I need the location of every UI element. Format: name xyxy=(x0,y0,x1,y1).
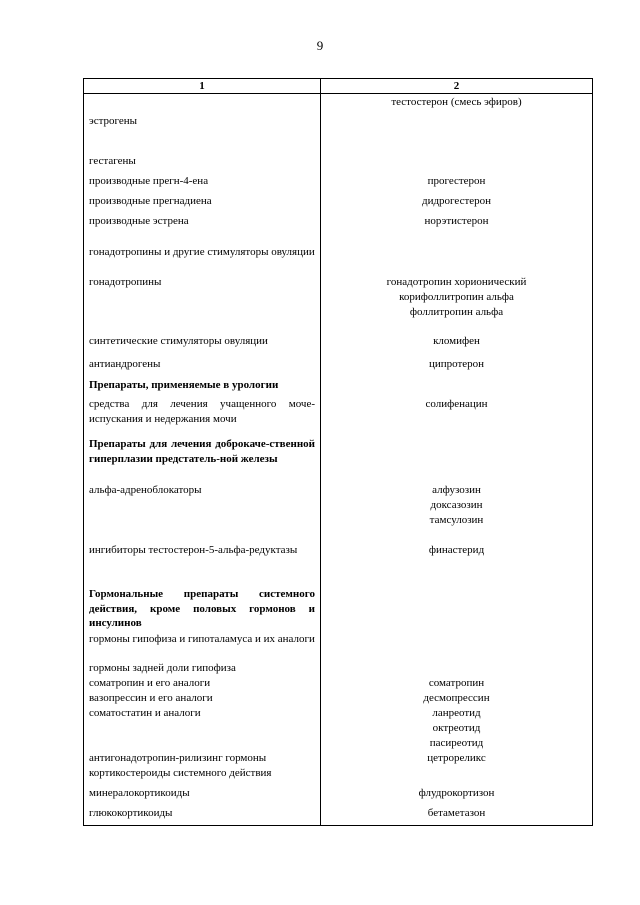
drug-group: гестагены xyxy=(89,155,136,167)
column-header-2: 2 xyxy=(453,80,460,92)
drug-name: соматропин xyxy=(428,677,485,689)
drug-group: гормоны задней доли гипофиза xyxy=(89,662,236,674)
drug-group: соматостатин и аналоги xyxy=(89,707,201,719)
section-heading: Препараты, применяемые в урологии xyxy=(89,379,279,391)
drug-name: прогестерон xyxy=(427,175,486,187)
drug-group: вазопрессин и его аналоги xyxy=(89,692,213,704)
drug-group: производные прегнадиена xyxy=(89,195,212,207)
drug-group: кортикостероиды системного действия xyxy=(89,767,272,779)
drug-name: дидрогестерон xyxy=(421,195,492,207)
drug-group: соматропин и его аналоги xyxy=(89,677,211,689)
drug-group: антиандрогены xyxy=(89,358,161,370)
drug-name: цетрореликс xyxy=(427,752,486,764)
drug-group: гонадотропины и другие стимуляторы овуляции xyxy=(89,246,315,258)
section-heading: Препараты для лечения доброкаче-ственной гиперплазии предстатель-ной железы xyxy=(89,438,315,465)
drug-group: гормоны гипофиза и гипоталамуса и их аналоги xyxy=(89,633,315,645)
drug-name: тестостерон (смесь эфиров) xyxy=(391,96,522,108)
drug-group: гонадотропины xyxy=(89,276,162,288)
drug-name: фоллитропин альфа xyxy=(409,306,504,318)
drug-name: финастерид xyxy=(428,544,485,556)
drug-name: доксазозин xyxy=(430,499,483,511)
header-divider xyxy=(84,93,592,94)
drug-group: производные прегн-4-ена xyxy=(89,175,209,187)
section-heading: Гормональные препараты системного действия, кроме половых гормонов и инсулинов xyxy=(89,588,315,629)
drug-name: солифенацин xyxy=(425,398,488,410)
drug-name: норэтистерон xyxy=(424,215,489,227)
drug-group: производные эстрена xyxy=(89,215,189,227)
drug-group: средства для лечения учащенного моче-испускания и недержания мочи xyxy=(89,398,315,425)
drug-name: бетаметазон xyxy=(427,807,486,819)
drug-name: десмопрессин xyxy=(423,692,490,704)
drug-group: ингибиторы тестостерон-5-альфа-редуктазы xyxy=(89,544,298,556)
drug-name: ланреотид xyxy=(432,707,481,719)
drug-name: алфузозин xyxy=(432,484,481,496)
drug-group: эстрогены xyxy=(89,115,138,127)
drug-name: флудрокортизон xyxy=(418,787,495,799)
drug-name: пасиреотид xyxy=(429,737,484,749)
drug-group: антигонадотропин-рилизинг гормоны xyxy=(89,752,267,764)
drug-group: глюкокортикоиды xyxy=(89,807,173,819)
page-number: 9 xyxy=(316,38,324,53)
drug-name: ципротерон xyxy=(428,358,485,370)
drug-name: тамсулозин xyxy=(429,514,484,526)
drug-group: альфа-адреноблокаторы xyxy=(89,484,202,496)
drug-classification-table xyxy=(83,78,593,826)
drug-group: синтетические стимуляторы овуляции xyxy=(89,335,268,347)
drug-name: октреотид xyxy=(432,722,481,734)
drug-name: кломифен xyxy=(433,335,480,347)
drug-name: корифоллитропин альфа xyxy=(399,291,514,303)
column-header-1: 1 xyxy=(199,80,205,92)
drug-group: минералокортикоиды xyxy=(89,787,190,799)
drug-name: гонадотропин хорионический xyxy=(386,276,527,288)
